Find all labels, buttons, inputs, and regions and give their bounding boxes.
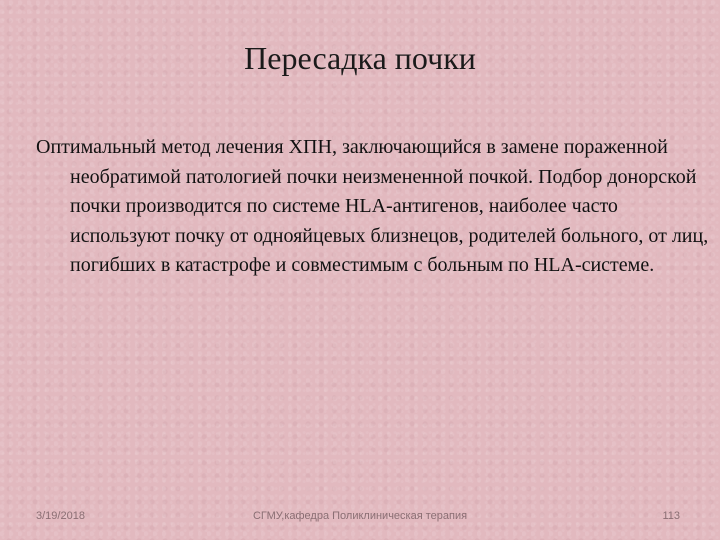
slide-body-text: Оптимальный метод лечения ХПН, заключающийся в замене пораженной необратимой патологией почки неизмененной почкой. Подбор донорской почки производится по системе HLA-антигенов, наиболее часто используют почку от однояйцевых близнецов, родителей больного, от лиц, погибших в катастрофе и совместимым с больным по HLA-системе. xyxy=(36,136,709,276)
footer-date: 3/19/2018 xyxy=(36,510,85,522)
slide-title: Пересадка почки xyxy=(244,40,476,76)
footer-text: СГМУ,кафедра Поликлиническая терапия xyxy=(252,510,468,522)
slide-number: 113 xyxy=(662,510,680,522)
